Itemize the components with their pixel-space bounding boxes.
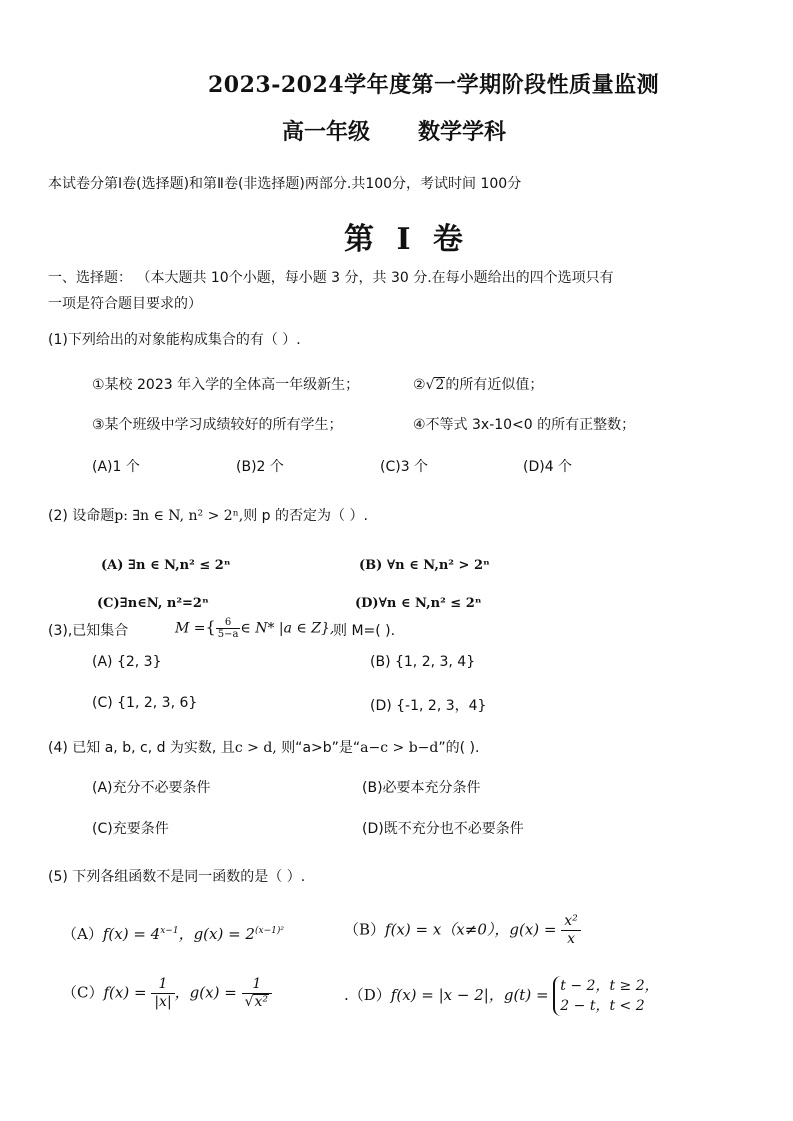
question-2-option-d[interactable]: (D)∀n ∈ N,n² ≤ 2ⁿ bbox=[355, 596, 482, 611]
question-3-option-a[interactable]: (A) {2, 3} bbox=[92, 654, 162, 670]
question-5-option-c[interactable] bbox=[62, 976, 272, 1011]
question-4-option-b[interactable]: (B)必要本充分条件 bbox=[362, 780, 481, 796]
question-4-option-d[interactable]: (D)既不充分也不必要条件 bbox=[362, 821, 524, 837]
question-5-option-a[interactable] bbox=[62, 923, 284, 944]
question-4-option-c[interactable]: (C)充要条件 bbox=[92, 821, 169, 837]
question-3-stem-post: 则 M=( ). bbox=[333, 623, 396, 639]
question-1-item-1: ①某校 2023 年入学的全体高一年级新生； bbox=[92, 377, 360, 393]
question-2-option-a[interactable]: (A) ∃n ∈ N,n² ≤ 2ⁿ bbox=[101, 558, 231, 573]
q4-stem-post: ”的( ). bbox=[438, 740, 480, 756]
question-1-item-4: ④不等式 3x-10<0 的所有正整数； bbox=[413, 417, 636, 433]
question-5-option-d[interactable] bbox=[344, 976, 659, 1016]
q5-option-b-numerator: x² bbox=[561, 913, 581, 931]
q5-option-a-g-exponent: (x−1)² bbox=[254, 926, 284, 936]
question-1-item-2: ②√2的所有近似值； bbox=[413, 377, 544, 393]
question-3-stem-pre: (3),已知集合 bbox=[48, 623, 129, 639]
q5-option-c-label: （C） bbox=[62, 983, 104, 1002]
q5-option-a-f: f(x) = 4 bbox=[102, 925, 161, 943]
q2-stem-pre: (2) 设命题 bbox=[48, 508, 115, 524]
question-2-stem bbox=[48, 505, 368, 525]
q4-stem-math-2: a−c > b−d bbox=[360, 740, 439, 756]
q5-option-d-f: f(x) = |x − 2|， bbox=[390, 986, 504, 1004]
question-4-option-a[interactable]: (A)充分不必要条件 bbox=[92, 780, 211, 796]
q5-option-c-g-numerator: 1 bbox=[242, 976, 272, 994]
q5-option-c-f-denominator: |x| bbox=[154, 994, 172, 1010]
set-condition: ∈ N* |a ∈ Z}, bbox=[240, 620, 335, 637]
section-heading-cont: 一项是符合题目要求的） bbox=[48, 296, 202, 312]
q5-option-c-f: f(x) = bbox=[103, 983, 147, 1002]
exam-intro: 本试卷分第Ⅰ卷(选择题)和第Ⅱ卷(非选择题)两部分.共100分，考试时间 100分 bbox=[48, 176, 522, 192]
question-1-option-d[interactable]: (D)4 个 bbox=[523, 459, 573, 475]
q4-stem-mid: 则“a>b”是“ bbox=[281, 740, 361, 756]
q5-option-b-f: f(x) = x（x≠0）， bbox=[385, 920, 510, 939]
question-4-stem bbox=[48, 737, 479, 757]
exam-title: 2023-2024学年度第一学期阶段性质量监测 bbox=[208, 72, 660, 98]
question-3-set: M ={ $\frac{6}{5-a}$ ∈ N* |a ∈ Z}, bbox=[175, 617, 335, 640]
q5-option-b-g: g(x) = bbox=[509, 920, 557, 939]
question-3-option-b[interactable]: (B) {1, 2, 3, 4} bbox=[370, 654, 476, 670]
q5-option-b-fraction bbox=[561, 913, 581, 948]
set-name: M = bbox=[175, 620, 206, 637]
q5-option-d-case-1: t − 2，t ≥ 2， bbox=[560, 978, 659, 994]
section-heading: 一、选择题： （本大题共 10个小题，每小题 3 分，共 30 分.在每小题给出的四个选项只有 bbox=[48, 270, 614, 286]
volume-heading: 第 I 卷 bbox=[344, 222, 469, 257]
sqrt-radicand: 2 bbox=[435, 377, 445, 393]
q5-option-a-label: （A） bbox=[62, 925, 103, 943]
q2-stem-math: p: ∃n ∈ N, n² > 2ⁿ, bbox=[114, 508, 244, 524]
q5-option-c-f-fraction bbox=[151, 976, 174, 1011]
question-1-option-b[interactable]: (B)2 个 bbox=[236, 459, 284, 475]
q5-option-c-f-numerator: 1 bbox=[151, 976, 174, 994]
q5-option-b-label: （B） bbox=[344, 920, 386, 939]
question-5-option-b[interactable] bbox=[344, 913, 581, 948]
q5-option-d-label: .（D） bbox=[344, 986, 391, 1004]
q5-option-d-case-2: 2 − t，t < 2 bbox=[560, 998, 645, 1014]
question-2-option-c[interactable]: (C)∃n∈N, n²=2ⁿ bbox=[97, 596, 209, 611]
question-3-option-c[interactable]: (C) {1, 2, 3, 6} bbox=[92, 695, 198, 711]
fraction-denominator: 5−a bbox=[217, 629, 239, 640]
set-fraction bbox=[216, 617, 241, 640]
item-2-text: 的所有近似值； bbox=[445, 377, 544, 393]
q4-stem-math: c > d, bbox=[234, 740, 277, 756]
fraction-numerator: 6 bbox=[216, 617, 241, 629]
exam-subtitle bbox=[282, 115, 554, 146]
q5-option-c-g-fraction bbox=[242, 976, 272, 1011]
q5-option-d-piecewise bbox=[553, 976, 658, 1016]
question-1-item-3: ③某个班级中学习成绩较好的所有学生； bbox=[92, 417, 343, 433]
q4-stem-pre: (4) 已知 a, b, c, d 为实数, 且 bbox=[48, 740, 235, 756]
q5-option-a-f-exponent: x−1 bbox=[160, 926, 179, 936]
question-1-option-c[interactable]: (C)3 个 bbox=[380, 459, 429, 475]
question-3-option-d[interactable]: (D) {-1, 2, 3，4} bbox=[370, 698, 487, 714]
question-1-stem: (1)下列给出的对象能构成集合的有（ ）. bbox=[48, 332, 301, 348]
q5-option-a-g: ，g(x) = 2 bbox=[178, 925, 255, 943]
question-5-stem: (5) 下列各组函数不是同一函数的是（ ）. bbox=[48, 869, 306, 885]
item-2-marker: ② bbox=[413, 377, 426, 393]
q5-option-c-g-denominator: √x² bbox=[244, 994, 268, 1010]
grade-label: 高一年级 bbox=[282, 119, 371, 145]
q5-option-c-g-radicand: x² bbox=[254, 994, 268, 1010]
q2-stem-post: 则 p 的否定为（ ）. bbox=[243, 508, 368, 524]
subject-label: 数学学科 bbox=[418, 119, 507, 145]
q5-option-c-g: ，g(x) = bbox=[174, 983, 237, 1002]
question-2-option-b[interactable]: (B) ∀n ∈ N,n² > 2ⁿ bbox=[359, 558, 490, 573]
question-1-option-a[interactable]: (A)1 个 bbox=[92, 459, 140, 475]
q5-option-d-g: g(t) = bbox=[503, 986, 549, 1004]
q5-option-b-denominator: x bbox=[567, 931, 575, 947]
